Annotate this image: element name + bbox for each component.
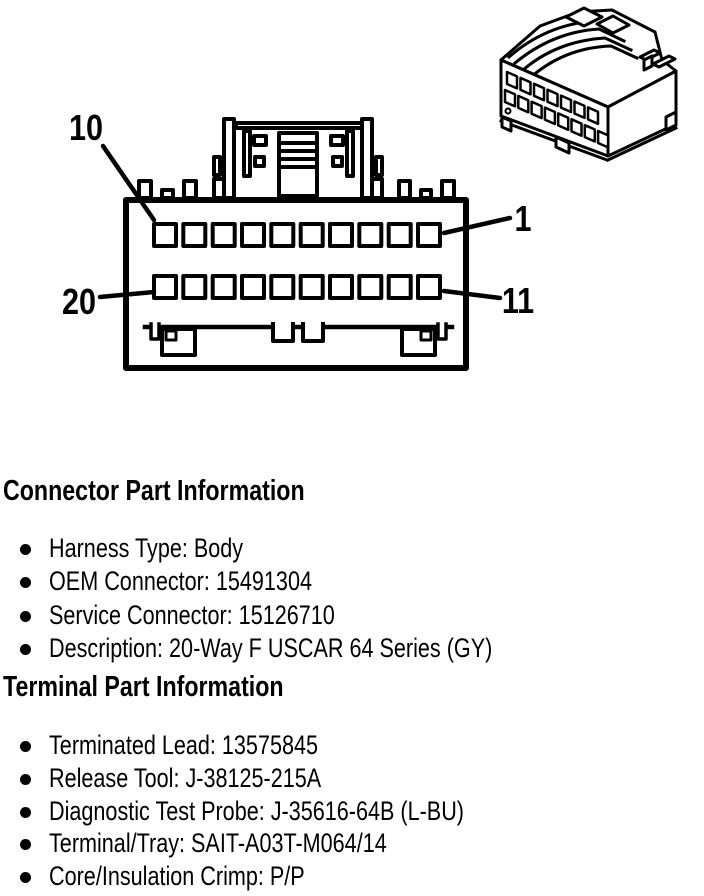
service-connector-item: Service Connector: 15126710 <box>49 599 335 630</box>
list-item <box>0 532 704 565</box>
pin-label-11: 11 <box>501 281 535 322</box>
terminated-lead-item: Terminated Lead: 13575845 <box>49 730 319 760</box>
terminal-part-info-title: Terminal Part Information <box>3 671 284 703</box>
description-item: Description: 20-Way F USCAR 64 Series (GY) <box>49 633 493 664</box>
diagnostic-test-probe-item: Diagnostic Test Probe: J-35616-64B (L-BU) <box>49 795 464 826</box>
oem-connector-item: OEM Connector: 15491304 <box>49 566 312 597</box>
bullet-icon <box>20 774 31 785</box>
bullet-icon <box>20 839 31 850</box>
list-item <box>0 762 704 795</box>
pin-label-1: 1 <box>514 199 532 240</box>
latch-assembly <box>214 119 382 198</box>
pin-label-20: 20 <box>61 282 97 323</box>
bullet-icon <box>20 644 31 655</box>
terminal-part-info-heading <box>3 673 354 702</box>
list-item <box>0 565 704 598</box>
list-item <box>0 860 704 893</box>
core-insulation-crimp-item: Core/Insulation Crimp: P/P <box>49 861 305 892</box>
release-tool-item: Release Tool: J-38125-215A <box>49 762 322 793</box>
list-item <box>0 729 704 762</box>
terminal-part-info-list <box>0 729 704 893</box>
pin-label-10: 10 <box>68 108 104 149</box>
bullet-icon <box>20 611 31 622</box>
connector-part-info-title: Connector Part Information <box>3 475 305 507</box>
connector-part-info-list <box>0 532 704 666</box>
list-item <box>0 795 704 828</box>
harness-type-item: Harness Type: Body <box>49 533 244 563</box>
terminal-tray-item: Terminal/Tray: SAIT-A03T-M064/14 <box>49 828 387 859</box>
connector-part-info-heading <box>3 477 380 506</box>
list-item <box>0 599 704 632</box>
iso-view-diagram <box>501 8 676 160</box>
front-view-diagram <box>62 109 534 368</box>
bullet-icon <box>20 807 31 818</box>
bullet-icon <box>20 741 31 752</box>
bullet-icon <box>20 577 31 588</box>
bullet-icon <box>20 872 31 883</box>
bullet-icon <box>20 544 31 555</box>
list-item <box>0 827 704 860</box>
list-item <box>0 632 704 665</box>
